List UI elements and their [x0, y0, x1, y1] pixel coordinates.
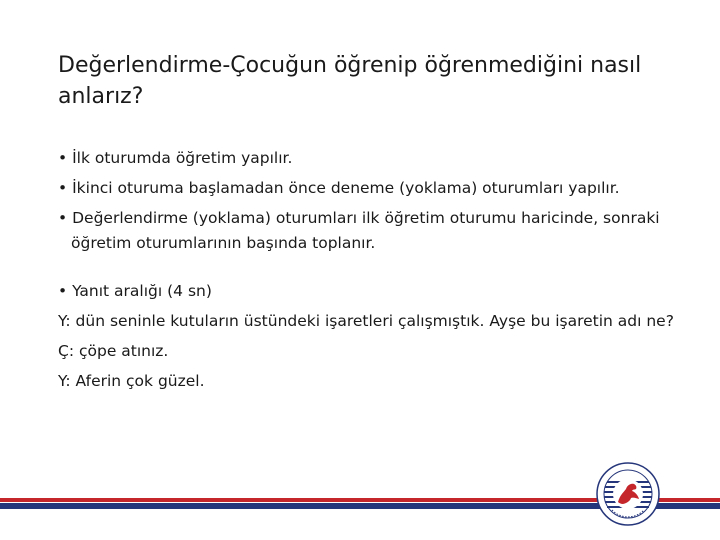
- bullet-item: [58, 279, 698, 304]
- bullet-item: [58, 176, 698, 201]
- slide-title: Değerlendirme-Çocuğun öğrenip öğrenmediğini nasıl anlarız?: [58, 53, 642, 109]
- bullet-text: Yanıt aralığı (4 sn): [72, 282, 212, 300]
- dialogue-line: Ç: çöpe atınız.: [58, 342, 169, 360]
- bullet-text: İlk oturumda öğretim yapılır.: [72, 149, 293, 167]
- bullet-item: [58, 206, 698, 256]
- bullet-marker: •: [58, 149, 68, 167]
- slide-content: [58, 146, 698, 394]
- bullet-marker: •: [58, 179, 68, 197]
- bullet-item: [58, 146, 698, 171]
- bullet-marker: •: [58, 282, 68, 300]
- dialogue-line: Y: dün seninle kutuların üstündeki işaretleri çalışmıştık. Ayşe bu işaretin adı ne?: [58, 312, 674, 330]
- dialogue-line: Y: Aferin çok güzel.: [58, 372, 205, 390]
- bullet-text: Değerlendirme (yoklama) oturumları ilk öğretim oturumu haricinde, sonraki öğretim oturumlarının başında toplanır.: [71, 209, 660, 252]
- university-seal-logo-icon: [596, 462, 660, 526]
- bullet-marker: •: [58, 209, 68, 227]
- bullet-text: İkinci oturuma başlamadan önce deneme (yoklama) oturumları yapılır.: [72, 179, 620, 197]
- spacer: [58, 256, 698, 279]
